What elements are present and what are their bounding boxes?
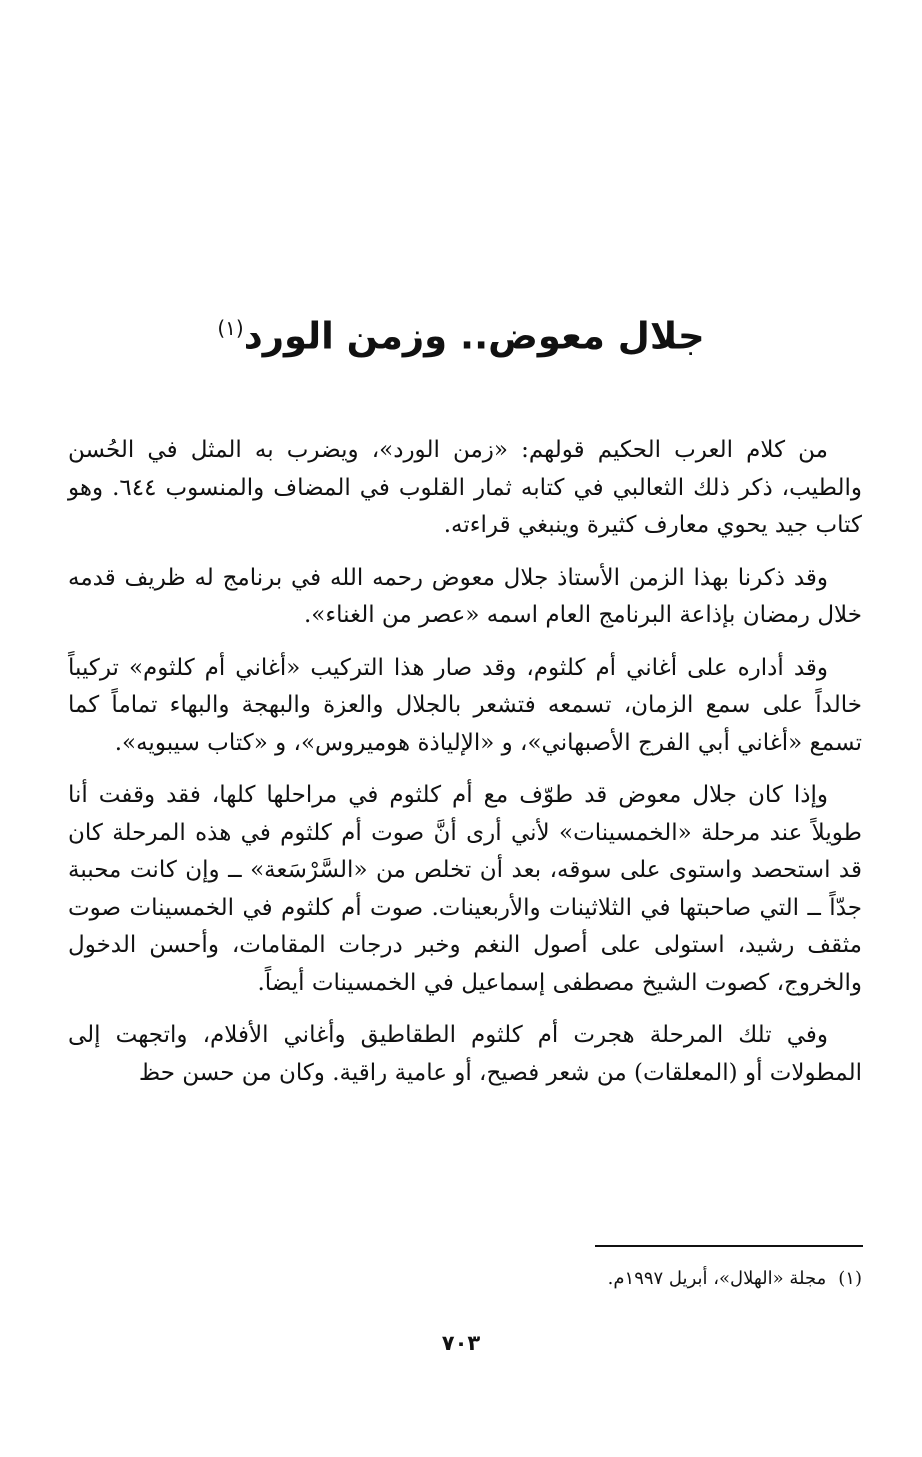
footnote [300,1265,862,1293]
article-body [68,432,862,1107]
footnote-text: مجلة «الهلال»، أبريل ١٩٩٧م. [607,1268,827,1289]
article-title [150,300,772,364]
footnote-divider [595,1245,863,1247]
title-footnote-marker: (١) [217,316,244,340]
paragraph-5: وفي تلك المرحلة هجرت أم كلثوم الطقاطيق وأغاني الأفلام، واتجهت إلى المطولات أو (المعلقات) من شعر فصيح، أو عامية راقية. وكان من حسن حظ [68,1022,862,1086]
footnote-number: (١) [838,1268,862,1289]
paragraph-1: من كلام العرب الحكيم قولهم: «زمن الورد»، ويضرب به المثل في الحُسن والطيب، ذكر ذلك الثعالبي في كتابه ثمار القلوب في المضاف والمنسوب ٦٤٤. وهو كتاب جيد يحوي معارف كثيرة وينبغي قراءته. [68,437,862,538]
article-title-text: جلال معوض.. وزمن الورد [243,314,705,358]
paragraph-3: وقد أداره على أغاني أم كلثوم، وقد صار هذا التركيب «أغاني أم كلثوم» تركيباً خالداً على سمع الزمان، تسمعه فتشعر بالجلال والعزة والبهجة والبهاء تماماً كما تسمع «أغاني أبي الفرج الأصبهاني»، و «الإلياذة هوميروس»، و «كتاب سيبويه». [68,654,862,756]
page-number: ٧٠٣ [441,1331,481,1355]
paragraph-4: وإذا كان جلال معوض قد طوّف مع أم كلثوم في مراحلها كلها، فقد وقفت أنا طويلاً عند مرحلة «الخمسينات» لأني أرى أنَّ صوت أم كلثوم في هذه المرحلة كان قد استحصد واستوى على سوقه، بعد أن تخلص من «السَّرْسَعة» ــ وإن كانت محببة جدّاً ــ التي صاحبتها في الثلاثينات والأربعينات. صوت أم كلثوم في الخمسينات صوت مثقف رشيد، استولى على أصول النغم وخبر درجات المقامات، وأحسن الدخول والخروج، كصوت الشيخ مصطفى إسماعيل في الخمسينات أيضاً. [68,782,862,996]
paragraph-2: وقد ذكرنا بهذا الزمن الأستاذ جلال معوض رحمه الله في برنامج له ظريف قدمه خلال رمضان بإذاعة البرنامج العام اسمه «عصر من الغناء». [68,564,862,628]
